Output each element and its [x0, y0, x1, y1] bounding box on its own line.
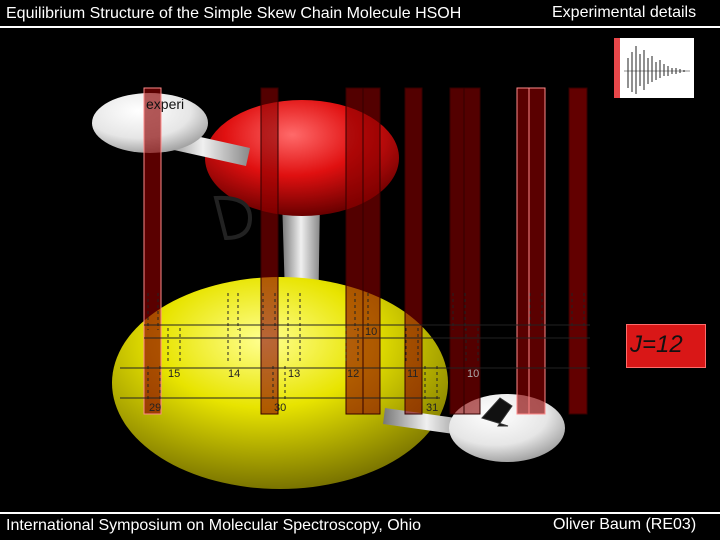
spectral-bar	[144, 88, 161, 414]
spectrum-plot-icon	[614, 38, 694, 98]
experimental-details-link[interactable]: Experimental details	[552, 4, 697, 21]
spectrum-thumbnail-icon[interactable]	[614, 38, 694, 98]
transition-label: 13	[288, 368, 301, 380]
footer-conference: International Symposium on Molecular Spectroscopy, Ohio	[6, 517, 422, 534]
footer-divider	[0, 512, 720, 514]
sulfur-atom	[112, 277, 448, 489]
transition-label: 10	[467, 368, 480, 380]
spectral-bar	[569, 88, 587, 414]
transition-label: 14	[228, 368, 241, 380]
spectral-bar	[464, 88, 480, 414]
spectral-bar	[346, 88, 363, 414]
transition-label: 31	[426, 402, 439, 414]
spectral-bar	[529, 88, 545, 414]
experiment-label: experi	[146, 96, 185, 112]
thumbnail-accent-bar	[614, 38, 620, 98]
j-number-label: J=12	[630, 331, 683, 358]
spectral-bar	[405, 88, 422, 414]
footer-author: Oliver Baum (RE03)	[553, 516, 697, 533]
spectral-bar	[450, 88, 464, 414]
transition-label: 10	[365, 326, 378, 338]
slide-title: Equilibrium Structure of the Simple Skew Chain Molecule HSOH	[6, 5, 462, 22]
spectral-bar	[517, 88, 529, 414]
transition-label: 30	[274, 402, 287, 414]
transition-label: 15	[168, 368, 181, 380]
spectral-bar	[363, 88, 380, 414]
transition-label: 29	[149, 402, 162, 414]
transition-label: 11	[407, 368, 419, 380]
transition-label: 12	[347, 368, 360, 380]
molecule-scene	[0, 28, 720, 512]
spectral-bar	[261, 88, 278, 414]
sketch-glyph	[216, 198, 250, 238]
